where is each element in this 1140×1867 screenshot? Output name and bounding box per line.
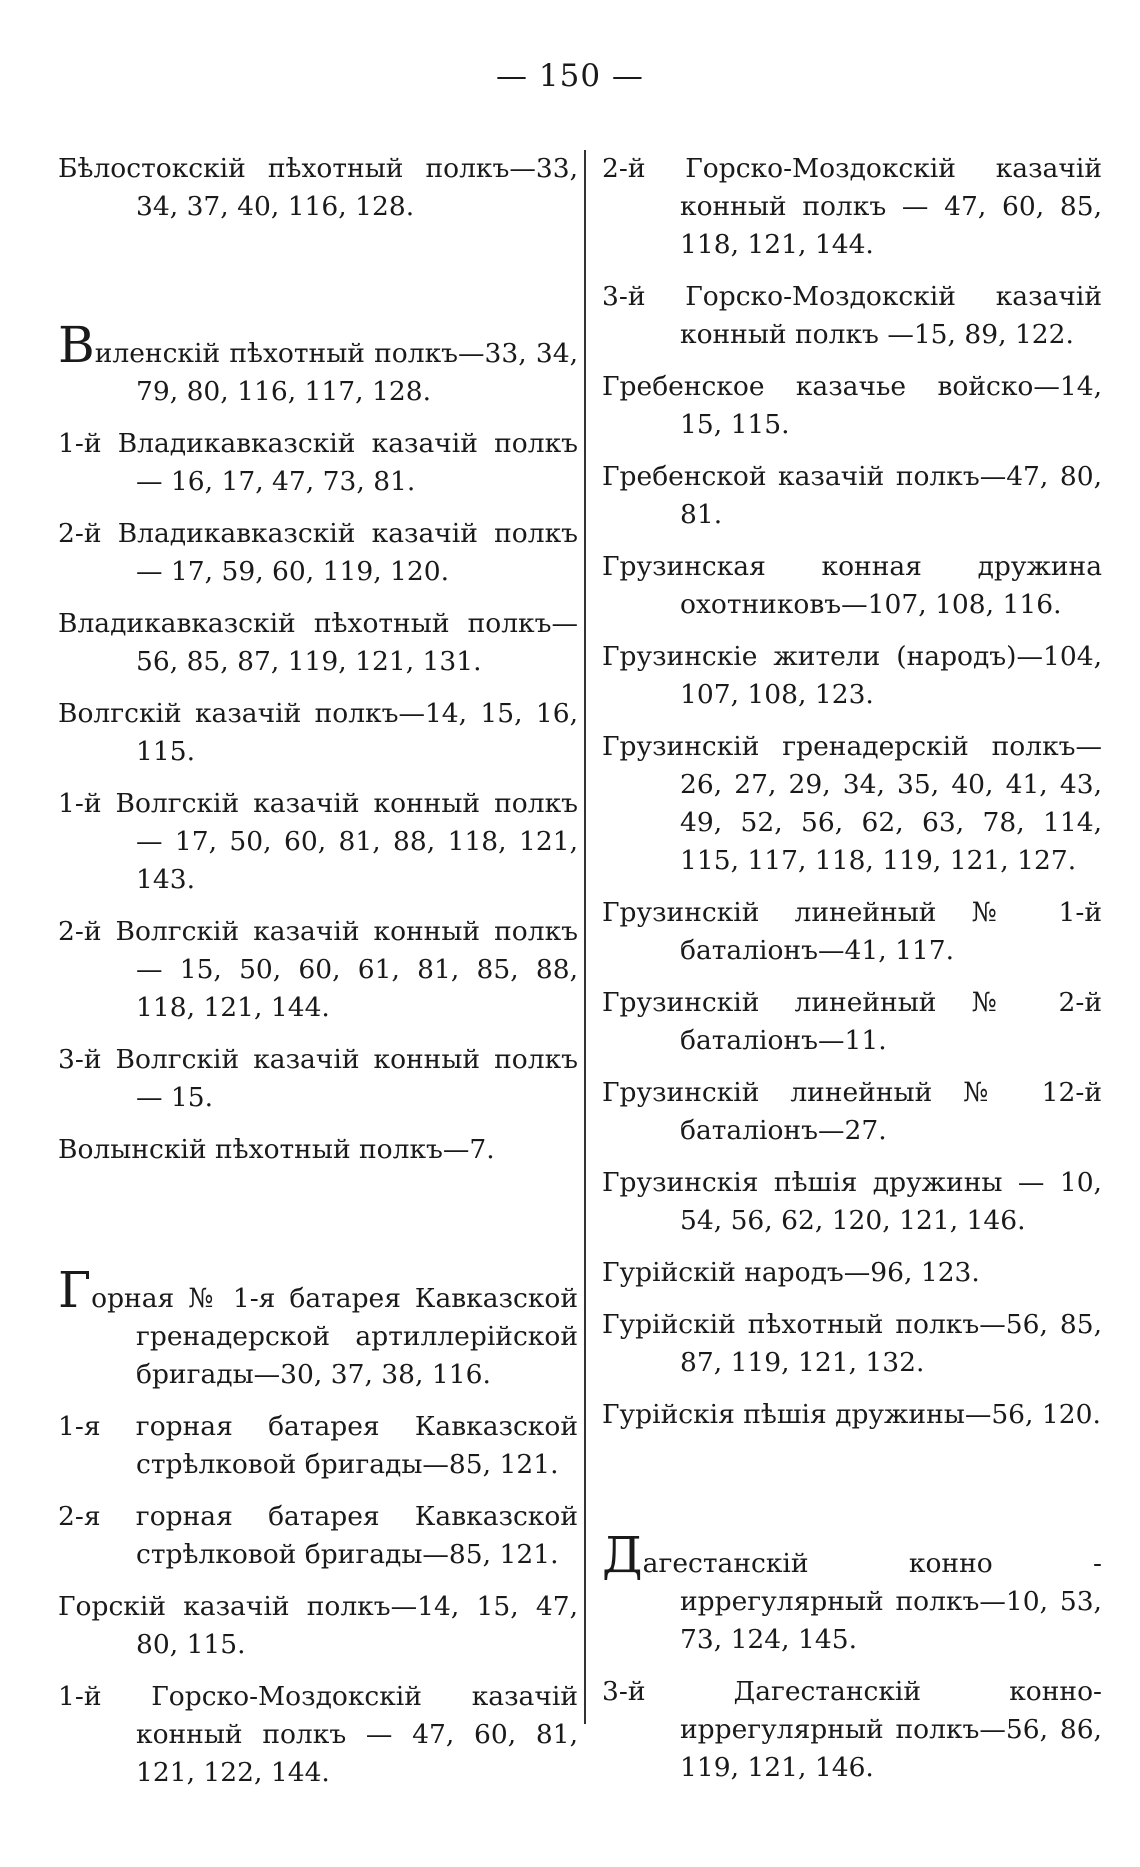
- index-entry-section-start: [58, 1261, 578, 1394]
- index-entry: Грузинскія пѣшія дружины — 10, 54, 56, 62, 120, 121, 146.: [602, 1167, 1102, 1236]
- index-entry: Волынскій пѣхотный полкъ—7.: [58, 1134, 495, 1165]
- index-entry: 2-й Волгскій казачій конный полкъ— 15, 50, 60, 61, 81, 85, 88, 118, 121, 144.: [58, 916, 578, 1023]
- index-entry: 2-й Владикавказскій казачій полкъ— 17, 59, 60, 119, 120.: [58, 518, 578, 587]
- index-entry: Гурійскій народъ—96, 123.: [602, 1257, 980, 1288]
- index-entry: Волгскій казачій полкъ—14, 15, 16, 115.: [58, 698, 578, 767]
- index-entry: 2-й Горско-Моздокскій казачій конный полкъ — 47, 60, 85, 118, 121, 144.: [602, 153, 1102, 260]
- section-initial: Г: [58, 1261, 92, 1319]
- left-column: [58, 150, 578, 1806]
- index-entry: Владикавказскій пѣхотный полкъ— 56, 85, 87, 119, 121, 131.: [58, 608, 578, 677]
- index-entry: 3-й Дагестанскій конно-иррегулярный полкъ—56, 86, 119, 121, 146.: [602, 1676, 1102, 1783]
- index-entry: Грузинскіе жители (народъ)—104, 107, 108, 123.: [602, 641, 1102, 710]
- section-initial: Д: [602, 1526, 643, 1584]
- page-number: — 150 —: [496, 58, 644, 94]
- entry-text: орная № 1-я батарея Кавказской гренадерской артиллерійской бригады—30, 37, 38, 116.: [91, 1283, 578, 1390]
- index-entry: Грузинскій гренадерскій полкъ—26, 27, 29, 34, 35, 40, 41, 43, 49, 52, 56, 62, 63, 78, 114, 115, 117, 118, 119, 121, 127.: [602, 731, 1102, 876]
- column-divider: [584, 150, 586, 1724]
- index-entry: Грузинскій линейный № 12-й баталіонъ—27.: [602, 1077, 1102, 1146]
- index-entry: Гребенское казачье войско—14, 15, 115.: [602, 371, 1102, 440]
- index-entry-section-start: [602, 1526, 1102, 1659]
- index-entry: 3-й Горско-Моздокскій казачій конный полкъ —15, 89, 122.: [602, 281, 1102, 350]
- section-initial: В: [58, 316, 95, 374]
- index-entry: 1-й Владикавказскій казачій полкъ— 16, 17, 47, 73, 81.: [58, 428, 578, 497]
- right-column: [602, 150, 1102, 1801]
- index-entry: 1-й Горско-Моздокскій казачій конный полкъ — 47, 60, 81, 121, 122, 144.: [58, 1681, 578, 1788]
- index-entry: Бѣлостокскій пѣхотный полкъ—33, 34, 37, 40, 116, 128.: [58, 153, 578, 222]
- entry-text: агестанскій конно - иррегулярный полкъ—10, 53, 73, 124, 145.: [642, 1548, 1102, 1655]
- index-entry: 3-й Волгскій казачій конный полкъ— 15.: [58, 1044, 578, 1113]
- index-entry: Грузинская конная дружина охотниковъ—107, 108, 116.: [602, 551, 1102, 620]
- index-entry: 1-й Волгскій казачій конный полкъ— 17, 50, 60, 81, 88, 118, 121, 143.: [58, 788, 578, 895]
- index-entry: Гребенской казачій полкъ—47, 80, 81.: [602, 461, 1102, 530]
- index-entry: Гурійскій пѣхотный полкъ—56, 85, 87, 119, 121, 132.: [602, 1309, 1102, 1378]
- index-entry: Горскій казачій полкъ—14, 15, 47, 80, 115.: [58, 1591, 578, 1660]
- entry-text: иленскій пѣхотный полкъ—33, 34, 79, 80, 116, 117, 128.: [94, 338, 578, 407]
- index-entry: 1-я горная батарея Кавказской стрѣлковой бригады—85, 121.: [58, 1411, 578, 1480]
- index-entry: Гурійскія пѣшія дружины—56, 120.: [602, 1399, 1101, 1430]
- index-entry-section-start: [58, 316, 578, 411]
- index-entry: Грузинскій линейный № 2-й баталіонъ—11.: [602, 987, 1102, 1056]
- index-entry: Грузинскій линейный № 1-й баталіонъ—41, 117.: [602, 897, 1102, 966]
- index-entry: 2-я горная батарея Кавказской стрѣлковой бригады—85, 121.: [58, 1501, 578, 1570]
